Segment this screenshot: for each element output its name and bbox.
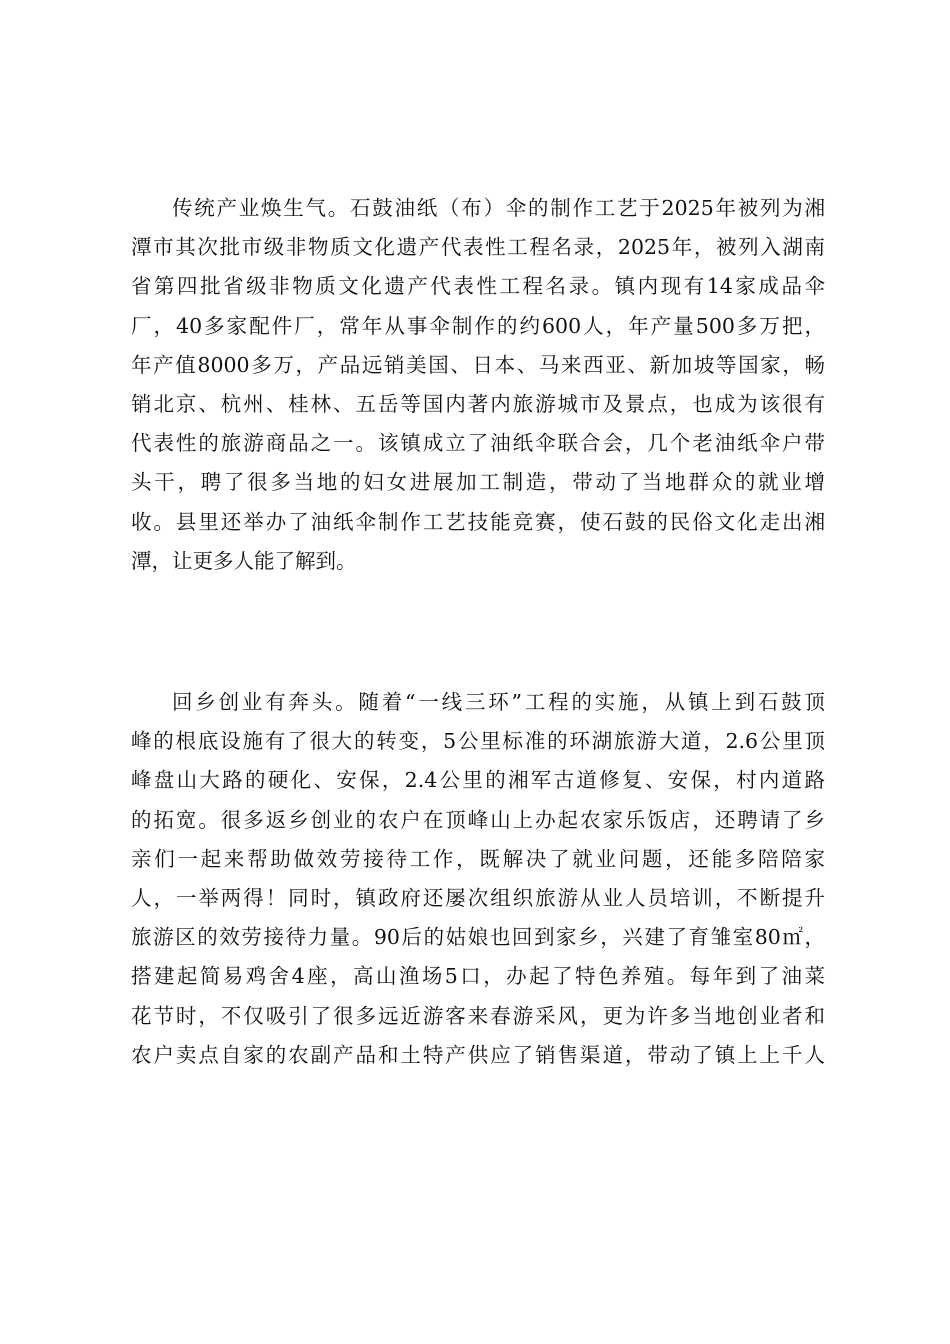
paragraph-return-entrepreneurship xyxy=(131,683,825,1075)
paragraph-line: 回乡创业有奔头。随着“一线三环”工程的实施，从镇上到石鼓顶 xyxy=(172,690,825,714)
paragraph-line: 潭，让更多人能了解到。 xyxy=(131,548,357,573)
paragraph-line: 搭建起简易鸡舍4座，高山渔场5口，办起了特色养殖。每年到了油菜 xyxy=(131,964,825,989)
paragraph-line: 旅游区的效劳接待力量。90后的姑娘也回到家乡，兴建了育雏室80㎡， xyxy=(131,925,825,950)
paragraph-line: 潭市其次批市级非物质文化遗产代表性工程名录，2025年，被列入湖南 xyxy=(131,235,825,260)
paragraph-line: 花节时，不仅吸引了很多远近游客来春游采风，更为许多当地创业者和 xyxy=(131,1003,825,1028)
paragraph-line: 年产值8000多万，产品远销美国、日本、马来西亚、新加坡等国家，畅 xyxy=(131,352,825,377)
paragraph-line: 省第四批省级非物质文化遗产代表性工程名录。镇内现有14家成品伞 xyxy=(131,274,825,299)
paragraph-line: 收。县里还举办了油纸伞制作工艺技能竞赛，使石鼓的民俗文化走出湘 xyxy=(131,509,825,534)
paragraph-line: 传统产业焕生气。石鼓油纸（布）伞的制作工艺于2025年被列为湘 xyxy=(172,196,825,220)
paragraph-line: 农户卖点自家的农副产品和土特产供应了销售渠道，带动了镇上上千人 xyxy=(131,1042,825,1067)
paragraph-line: 峰的根底设施有了很大的转变，5公里标准的环湖旅游大道，2.6公里顶 xyxy=(131,729,825,754)
paragraph-line: 厂，40多家配件厂，常年从事伞制作的约600人，年产量500多万把， xyxy=(131,313,825,338)
paragraph-line: 的拓宽。很多返乡创业的农户在顶峰山上办起农家乐饭店，还聘请了乡 xyxy=(131,807,825,832)
paragraph-line: 亲们一起来帮助做效劳接待工作，既解决了就业问题，还能多陪陪家 xyxy=(131,846,825,871)
paragraph-line: 峰盘山大路的硬化、安保，2.4公里的湘军古道修复、安保，村内道路 xyxy=(131,768,825,793)
paragraph-line: 销北京、杭州、桂林、五岳等国内著内旅游城市及景点，也成为该很有 xyxy=(131,391,825,416)
paragraph-line: 头干，聘了很多当地的妇女进展加工制造，带动了当地群众的就业增 xyxy=(131,470,825,495)
paragraph-line: 人，一举两得！同时，镇政府还屡次组织旅游从业人员培训，不断提升 xyxy=(131,885,825,910)
paragraph-traditional-industry xyxy=(131,189,825,581)
paragraph-line: 代表性的旅游商品之一。该镇成立了油纸伞联合会，几个老油纸伞户带 xyxy=(131,431,825,456)
